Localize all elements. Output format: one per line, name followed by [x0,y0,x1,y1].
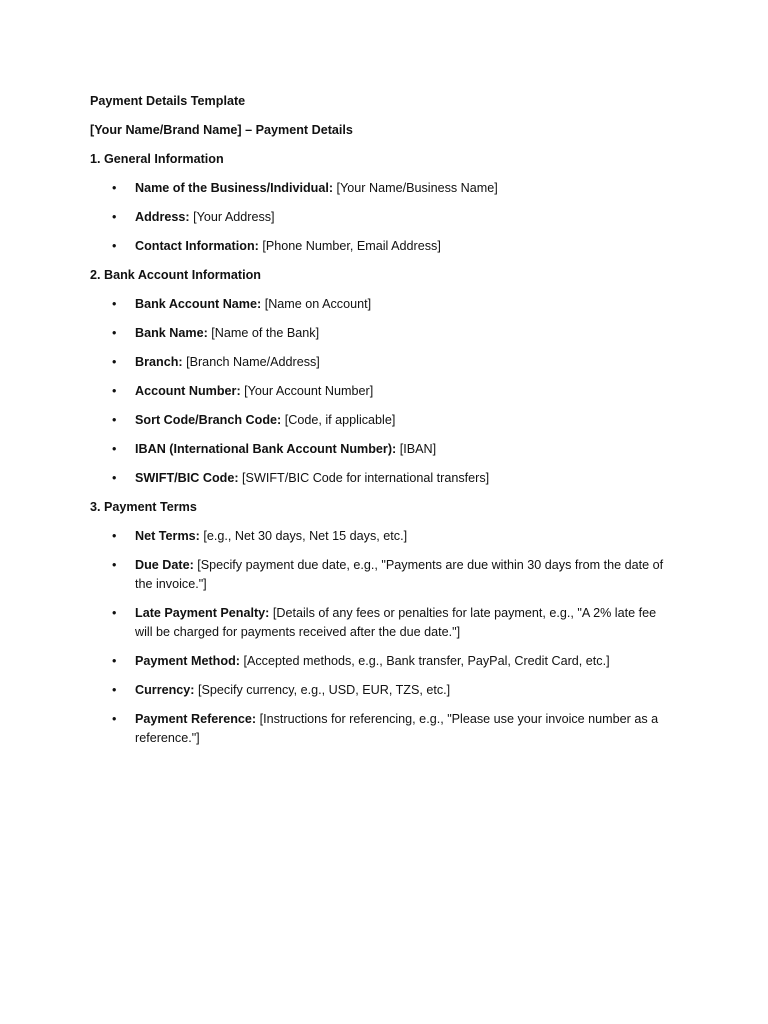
item-value: [Phone Number, Email Address] [258,239,441,253]
bullet-icon: • [112,413,117,427]
section-heading-bank-account-information: 2. Bank Account Information [90,268,261,282]
item-label: Net Terms: [135,529,200,543]
item-value: [Your Name/Business Name] [333,181,498,195]
item-value: [Specify payment due date, e.g., "Payments are due within 30 days from the date of the invoice."] [135,558,664,591]
list-item [90,681,675,700]
item-label: Payment Method: [135,654,240,668]
bank-account-information-list [90,295,690,488]
bullet-icon: • [112,181,117,195]
bullet-icon: • [112,529,117,543]
bullet-icon: • [112,210,117,224]
item-value: [Your Account Number] [240,384,374,398]
list-item [90,556,675,594]
bullet-icon: • [112,683,117,697]
item-value: [Details of any fees or penalties for late payment, e.g., "A 2% late fee will be charged for payments received after the due date."] [135,606,657,639]
bullet-icon: • [112,471,117,485]
bullet-icon: • [112,654,117,668]
item-value: [Name on Account] [261,297,372,311]
section-heading-general-information: 1. General Information [90,152,224,166]
item-label: Late Payment Penalty: [135,606,270,620]
item-value: [e.g., Net 30 days, Net 15 days, etc.] [199,529,408,543]
payment-terms-list [90,527,690,748]
list-item [90,710,675,748]
bullet-icon: • [112,355,117,369]
item-value: [Accepted methods, e.g., Bank transfer, PayPal, Credit Card, etc.] [239,654,610,668]
bullet-icon: • [112,606,117,620]
item-value: [Your Address] [189,210,275,224]
document-subtitle: [Your Name/Brand Name] – Payment Details [90,123,353,137]
list-item [90,411,675,430]
item-label: SWIFT/BIC Code: [135,471,239,485]
bullet-icon: • [112,239,117,253]
list-item [90,652,675,671]
bullet-icon: • [112,712,117,726]
list-item [90,353,675,372]
item-label: Contact Information: [135,239,259,253]
item-value: [IBAN] [396,442,437,456]
bullet-icon: • [112,384,117,398]
list-item [90,382,675,401]
item-label: Sort Code/Branch Code: [135,413,282,427]
item-value: [SWIFT/BIC Code for international transfers] [238,471,490,485]
general-information-list [90,179,690,256]
item-value: [Instructions for referencing, e.g., "Please use your invoice number as a reference."] [135,712,659,745]
item-label: Currency: [135,683,195,697]
item-label: Bank Name: [135,326,208,340]
list-item [90,237,675,256]
document-title: Payment Details Template [90,94,246,108]
list-item [90,440,675,459]
list-item [90,604,675,642]
item-value: [Branch Name/Address] [182,355,320,369]
bullet-icon: • [112,326,117,340]
item-value: [Specify currency, e.g., USD, EUR, TZS, etc.] [194,683,451,697]
item-label: Account Number: [135,384,241,398]
section-heading-payment-terms: 3. Payment Terms [90,500,197,514]
bullet-icon: • [112,558,117,572]
item-label: Name of the Business/Individual: [135,181,334,195]
item-label: Payment Reference: [135,712,257,726]
item-value: [Code, if applicable] [281,413,396,427]
list-item [90,324,675,343]
list-item [90,527,675,546]
list-item [90,295,675,314]
document-body [90,92,690,758]
list-item [90,469,675,488]
item-label: Due Date: [135,558,194,572]
bullet-icon: • [112,297,117,311]
item-label: Branch: [135,355,183,369]
bullet-icon: • [112,442,117,456]
item-label: IBAN (International Bank Account Number): [135,442,397,456]
item-label: Address: [135,210,190,224]
list-item [90,208,675,227]
item-label: Bank Account Name: [135,297,262,311]
item-value: [Name of the Bank] [207,326,320,340]
list-item [90,179,675,198]
